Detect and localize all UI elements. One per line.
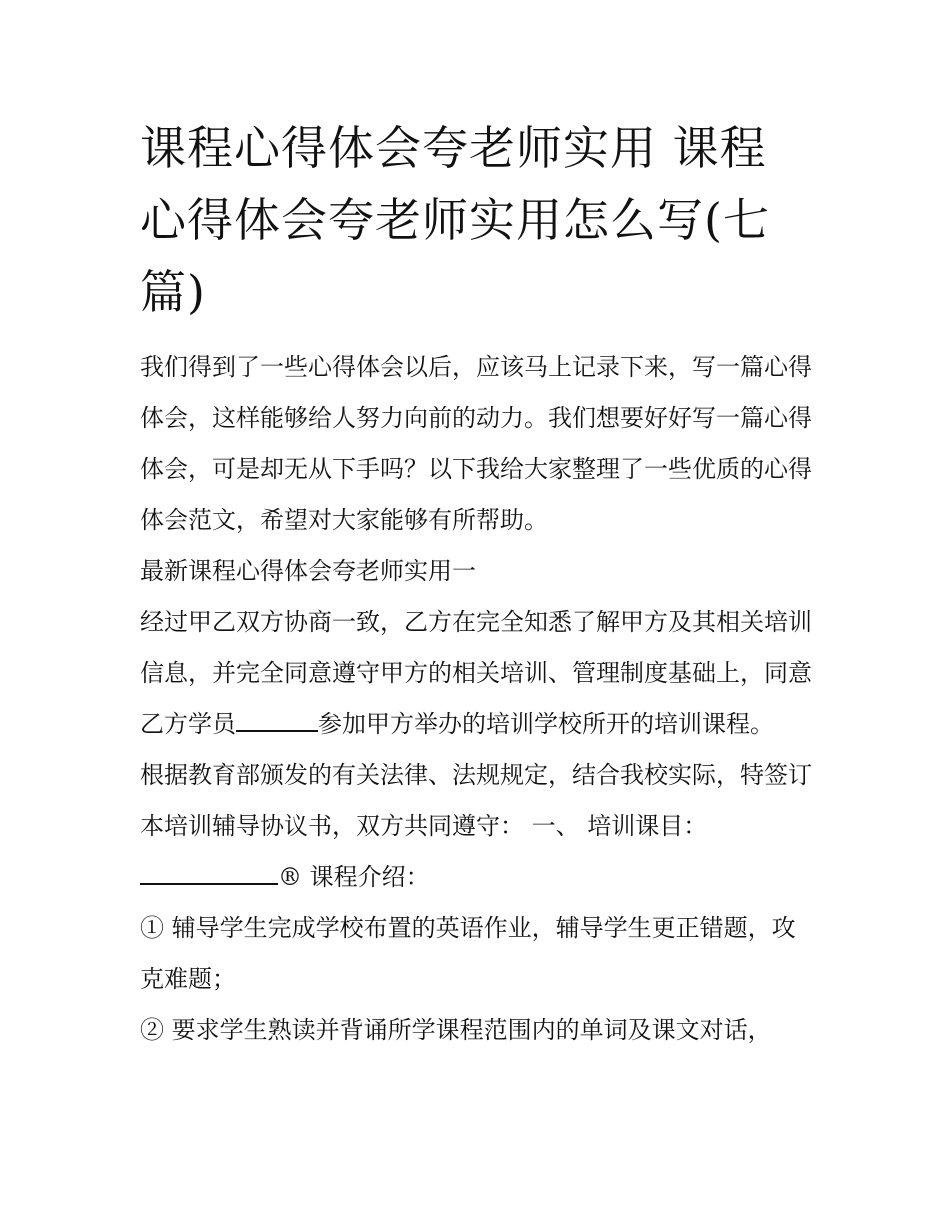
agreement-text-end: 参加甲方举办的培训学校所开的培训课程。 [318,710,774,738]
course-subject-blank [140,861,278,885]
document-title: 课程心得体会夸老师实用 课程心得体会夸老师实用怎么写(七篇) [140,121,770,319]
section-heading: 最新课程心得体会夸老师实用一 [140,557,476,585]
course-intro-line [140,852,812,903]
document-page [140,112,812,1056]
intro-paragraph: 我们得到了一些心得体会以后，应该马上记录下来，写一篇心得体会，这样能够给人努力向前的动力。我们想要好好写一篇心得体会，可是却无从下手吗？以下我给大家整理了一些优质的心得体会范文，希望对大家能够有所帮助。 [140,353,812,534]
agreement-text-start: 经过甲乙双方协商一致，乙方在完全知悉了解甲方及其相关培训信息，并完全同意遵守甲方的相关培训、管理制度基础上，同意乙方学员 [140,608,812,738]
list-item-1: ① 辅导学生完成学校布置的英语作业，辅导学生更正错题，攻克难题； [140,914,796,993]
agreement-paragraph [140,597,812,750]
regulation-paragraph: 根据教育部颁发的有关法律、法规规定，结合我校实际，特签订本培训辅导协议书，双方共同遵守： 一、 培训课目： [140,761,812,840]
course-intro-label: ® 课程介绍： [278,863,430,891]
student-name-blank [236,708,318,732]
list-item-2: ② 要求学生熟读并背诵所学课程范围内的单词及课文对话， [140,1016,772,1044]
